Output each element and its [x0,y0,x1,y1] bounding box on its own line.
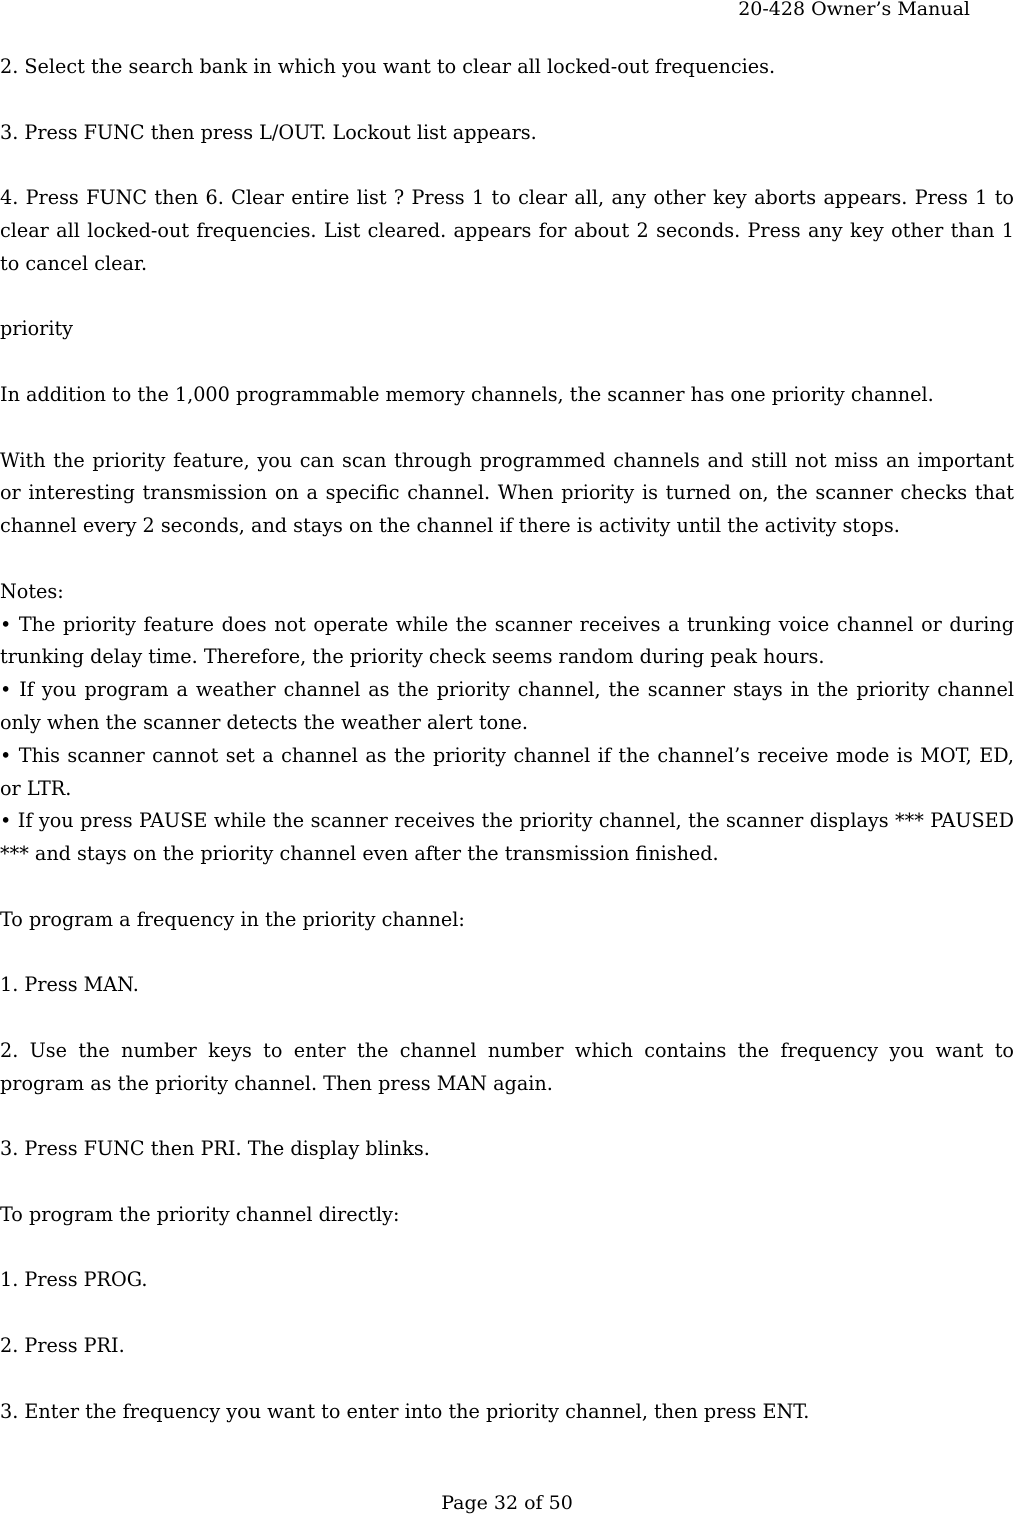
note-item: • If you program a weather channel as the priority channel, the scanner stays in the priority channel only when the scanner detects the weather alert tone. [0,678,1014,734]
manual-body [0,51,1014,1461]
step-press-pri: 2. Press PRI. [0,1334,125,1358]
notes-heading: Notes: [0,579,64,603]
program-priority-frequency-heading: To program a frequency in the priority channel: [0,907,465,931]
section-heading-priority: priority [0,317,74,341]
step-enter-frequency: 3. Enter the frequency you want to enter into the priority channel, then press ENT. [0,1399,810,1423]
page-footer: Page 32 of 50 [441,1492,573,1514]
page-header: 20-428 Owner’s Manual [738,0,970,20]
step-press-func-pri: 3. Press FUNC then PRI. The display blinks. [0,1137,430,1161]
notes-block [0,576,1014,871]
step-clear-list: 4. Press FUNC then 6. Clear entire list ? Press 1 to clear all, any other key aborts appears. Press 1 to clear all locked-out frequencies. List cleared. appears for about 2 seconds. Press any key other than 1 to cancel clear. [0,186,1014,275]
step-press-prog: 1. Press PROG. [0,1268,148,1292]
note-item: • The priority feature does not operate while the scanner receives a trunking voice channel or during trunking delay time. Therefore, the priority check seems random during peak hours. [0,612,1014,669]
step-select-search-bank: 2. Select the search bank in which you want to clear all locked-out frequencies. [0,55,776,78]
priority-intro: In addition to the 1,000 programmable memory channels, the scanner has one priority channel. [0,382,934,406]
priority-feature-description: With the priority feature, you can scan through programmed channels and still not miss an important or interesting transmission on a specific channel. When priority is turned on, the scanner checks that channel every 2 seconds, and stays on the channel if there is activity until the activity stops. [0,448,1014,538]
note-item: • If you press PAUSE while the scanner receives the priority channel, the scanner displays *** PAUSED *** and stays on the priority channel even after the transmission finished. [0,809,1014,866]
step-enter-channel-number: 2. Use the number keys to enter the channel number which contains the frequency you want to program as the priority channel. Then press MAN again. [0,1038,1014,1095]
step-press-func-lout: 3. Press FUNC then press L/OUT. Lockout list appears. [0,120,537,144]
note-item: • This scanner cannot set a channel as the priority channel if the channel’s receive mode is MOT, ED, or LTR. [0,743,1014,800]
program-priority-directly-heading: To program the priority channel directly: [0,1202,400,1226]
step-press-man: 1. Press MAN. [0,973,139,997]
